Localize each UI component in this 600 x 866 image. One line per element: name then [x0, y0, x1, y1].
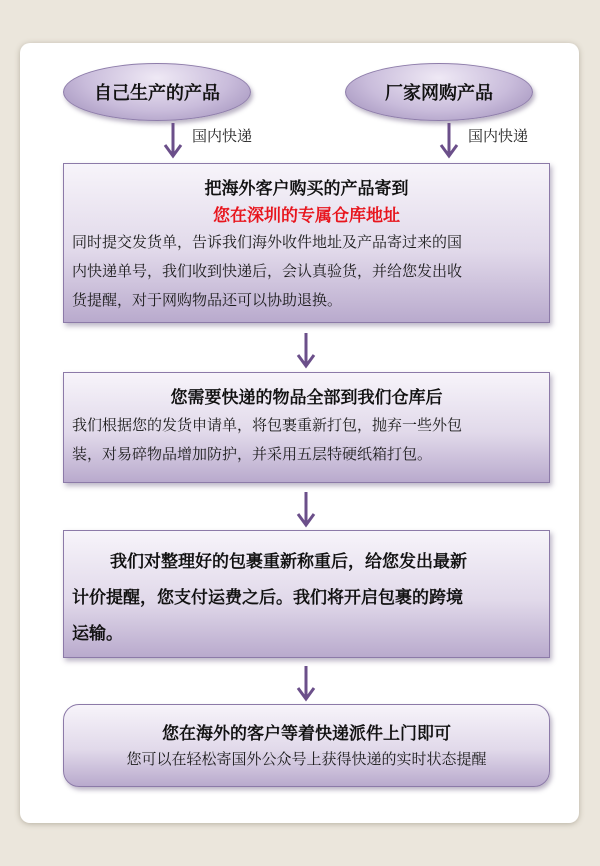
arrow-down-icon: [163, 123, 183, 159]
step2-box: [63, 372, 550, 483]
step2-title: 您需要快递的物品全部到我们仓库后: [170, 388, 443, 408]
source-self-produced: [63, 63, 251, 121]
arrow-label-right: 国内快递: [468, 127, 529, 145]
step1-line: 内快递单号，我们收到快递后，会认真验货，并给您发出收: [72, 262, 463, 280]
step2-text: [72, 411, 541, 469]
step2-line: 装，对易碎物品增加防护，并采用五层特硬纸箱打包。: [72, 445, 433, 463]
source-factory-online-label: 厂家网购产品: [385, 83, 493, 104]
step4-box: [63, 704, 550, 787]
step1-line: 货提醒，对于网购物品还可以协助退换。: [72, 291, 343, 309]
step1-title: 把海外客户购买的产品寄到: [204, 179, 409, 199]
step3-text: [72, 544, 541, 652]
arrow-label-left: 国内快递: [192, 127, 253, 145]
arrow-down-icon: [296, 666, 316, 702]
step3-line: 我们对整理好的包裹重新称重后，给您发出最新: [110, 552, 467, 572]
arrow-down-icon: [439, 123, 459, 159]
step3-line: 运输。: [72, 624, 123, 644]
arrow-down-icon: [296, 333, 316, 369]
step4-title: 您在海外的客户等着快递派件上门即可: [162, 724, 451, 744]
step1-text: [72, 228, 541, 315]
step2-line: 我们根据您的发货申请单，将包裹重新打包，抛弃一些外包: [72, 416, 463, 434]
step1-box: [63, 163, 550, 323]
source-factory-online: [345, 63, 533, 121]
arrow-down-icon: [296, 492, 316, 528]
step3-line: 计价提醒，您支付运费之后。我们将开启包裹的跨境: [72, 588, 463, 608]
source-self-produced-label: 自己生产的产品: [94, 83, 220, 104]
step4-subtitle: 您可以在轻松寄国外公众号上获得快递的实时状态提醒: [126, 750, 487, 768]
step1-line: 同时提交发货单，告诉我们海外收件地址及产品寄过来的国: [72, 233, 463, 251]
step1-highlight: 您在深圳的专属仓库地址: [213, 206, 400, 226]
step3-box: [63, 530, 550, 658]
